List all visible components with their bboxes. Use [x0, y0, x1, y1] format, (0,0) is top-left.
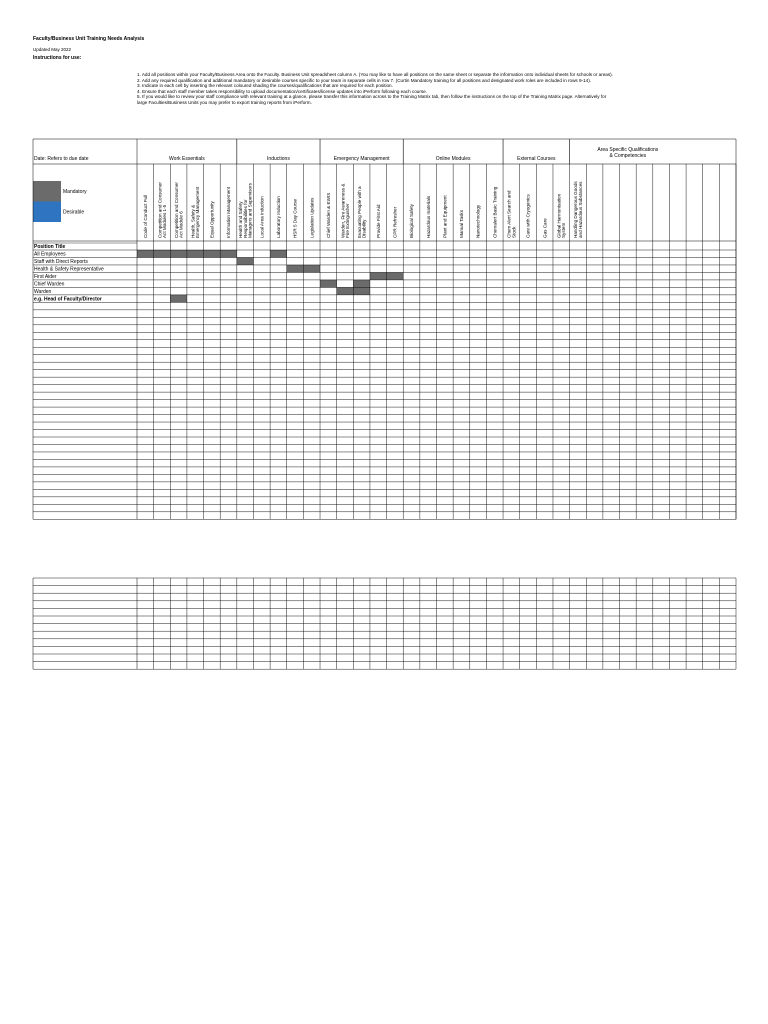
instruction-item: 5. If you would like to review your staff compliance with relevant training at a glance, please transfer this information across to the Training Matrix tab, then follow the instructions on the top of the Training Matrix page. Alternatively for large Faculties/Business Units you may prefer to export training reports from iPerform. [137, 94, 607, 105]
course-header: Equal Opportunity [209, 201, 215, 238]
legend-label-mandatory: Mandatory [63, 189, 87, 195]
position-name: Chief Warden [34, 281, 65, 288]
position-title-label: Position Title [34, 244, 66, 251]
course-header: Responsibilities for [242, 199, 248, 238]
mandatory-cell [353, 280, 370, 287]
mandatory-cell [137, 250, 154, 257]
course-header: Warden, Fire Awareness & [340, 183, 346, 238]
mandatory-cell [204, 250, 221, 257]
course-header: Manual Tasks [459, 209, 465, 238]
course-header: Managers and Supervisors [247, 183, 253, 238]
instruction-item: 2. Add any required qualification and additional mandatory or desirable courses specific to your team in separate cells in row 7. (Curtin Mandatory training for all positions and designated work roles are included in rows 9-14). [137, 77, 592, 83]
course-header: Disability [361, 219, 367, 238]
course-header: Provide First Aid [375, 204, 381, 238]
course-header: Hazardous materials [425, 195, 431, 238]
group-header: Inductions [267, 156, 290, 162]
course-header: Nanotechnology [475, 204, 481, 238]
course-header: CPR Refresher [392, 206, 398, 238]
mandatory-cell [337, 287, 354, 294]
group-header: Area Specific Qualifications [597, 147, 659, 153]
course-header: Information Management [226, 186, 232, 238]
position-name: Health & Safety Representative [34, 266, 104, 273]
course-header: Fire Extinguisher [344, 203, 350, 238]
course-header: Act Module 6 [178, 211, 184, 238]
course-header: Stock [511, 226, 517, 238]
mandatory-cell [370, 272, 387, 279]
mandatory-cell [187, 250, 204, 257]
position-name: Staff with Direct Reports [34, 259, 88, 266]
course-header: HSR 5 Day Course [292, 198, 298, 238]
legend-label-desirable: Desirable [63, 209, 85, 216]
course-header: Chem Alert Search and [506, 190, 512, 238]
instruction-item: 4. Ensure that each staff member takes responsibility to upload documentation/certificates/license updates into iPerform following each course. [137, 88, 427, 94]
course-header: Global Harmonisation [556, 193, 562, 238]
updated-date: Updated May 2022 [33, 47, 72, 52]
group-header: Emergency Management [333, 156, 390, 162]
course-header: and Hazardous Substances [577, 181, 583, 238]
course-header: Biological Safety [409, 204, 415, 238]
course-header: Competition and Consumer [173, 182, 179, 238]
course-header: Care with Cryogenics [525, 194, 531, 238]
mandatory-cell [237, 257, 254, 264]
course-header: Health, Safety & [190, 204, 196, 238]
course-header: Emergency Management [195, 186, 201, 238]
mandatory-cell [220, 250, 237, 257]
mandatory-cell [387, 272, 404, 279]
instruction-item: 1. Add all positions within your Faculty/Business Area onto the Faculty. Business Unit spreadsheet column A. (You may like to have all positions on the same sheet or separate the information onto individual sheets for schools or areas). [137, 72, 613, 77]
instruction-item: 3. Indicate in each cell by inserting the relevant coloured shading the courses/qualifications that are required for each position. [137, 83, 393, 89]
course-header: Act Modules 1-5 [161, 204, 167, 238]
group-header: Online Modules [435, 156, 471, 162]
mandatory-cell [270, 250, 287, 257]
page-title: Faculty/Business Unit Training Needs Analysis [33, 36, 145, 42]
course-header: Legislation Updates [309, 197, 315, 238]
mandatory-cell [353, 287, 370, 294]
course-header: Handling Dangerous Goods [573, 181, 579, 238]
position-name: First Aider [34, 274, 57, 281]
group-header: & Competencies [609, 153, 647, 159]
mandatory-cell [303, 265, 320, 272]
instructions-label: Instructions for use: [33, 55, 82, 61]
legend-swatch-mandatory [33, 181, 61, 202]
course-header: Laboratory Induction [276, 196, 282, 238]
position-name: All Employees [34, 251, 66, 258]
mandatory-cell [287, 265, 304, 272]
date-label: Date: Refers to due date [34, 156, 89, 162]
course-header: Gas Care [542, 218, 548, 238]
course-header: Competition and Consumer [157, 182, 163, 238]
mandatory-cell [170, 295, 187, 302]
group-header: External Courses [517, 156, 556, 162]
mandatory-cell [320, 280, 337, 287]
course-header: Local Area Induction [259, 196, 265, 238]
course-header: System [561, 222, 567, 238]
course-header: Chemalert Basic Training [492, 186, 498, 238]
position-name: Warden [34, 289, 52, 296]
course-header: Code of Conduct Full [142, 194, 148, 238]
legend-swatch-desirable [33, 202, 61, 223]
group-header: Work Essentials [169, 156, 205, 162]
position-name: e.g. Head of Faculty/Director [34, 296, 102, 303]
course-header: Evacuating People with a [356, 186, 362, 238]
course-header: Chief Warden & EWIS [325, 192, 331, 238]
mandatory-cell [170, 250, 187, 257]
mandatory-cell [154, 250, 171, 257]
course-header: Plant and Equipment [442, 195, 448, 238]
course-header: Health and Safety [238, 201, 244, 238]
